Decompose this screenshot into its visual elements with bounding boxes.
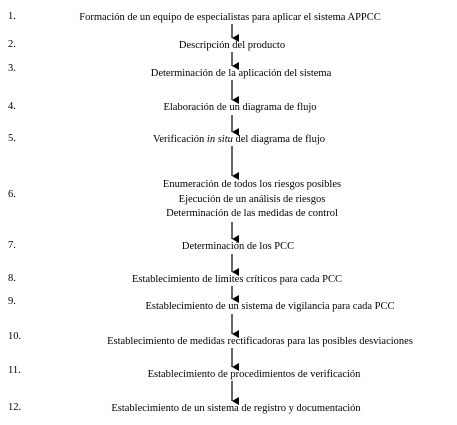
step-6-line-1: Enumeración de todos los riesgos posibles <box>162 179 342 190</box>
step-5-line-1: Verificación <box>152 134 207 145</box>
step-5-line-2: in situ <box>206 134 233 145</box>
step-8-line-1: Establecimiento de límites críticos para cada PCC <box>132 274 342 285</box>
step-number-1: 1. <box>8 11 16 22</box>
step-number-12: 12. <box>8 402 22 413</box>
step-1-line-1: Formación de un equipo de especialistas para aplicar el sistema APPCC <box>79 12 381 23</box>
step-5-line-3: del diagrama de flujo <box>232 134 326 145</box>
step-3-line-1: Determinación de la aplicación del sistema <box>150 68 332 79</box>
step-4-line-1: Elaboración de un diagrama de flujo <box>163 102 317 113</box>
step-number-10: 10. <box>8 331 22 342</box>
step-number-7: 7. <box>8 240 16 251</box>
step-11-line-1: Establecimiento de procedimientos de verificación <box>147 369 361 380</box>
step-number-8: 8. <box>8 273 16 284</box>
step-number-2: 2. <box>8 39 16 50</box>
step-number-11: 11. <box>8 365 21 376</box>
step-number-9: 9. <box>8 296 16 307</box>
step-number-6: 6. <box>8 189 16 200</box>
step-2-line-1: Descripción del producto <box>178 40 286 51</box>
step-number-5: 5. <box>8 133 16 144</box>
step-10-line-1: Establecimiento de medidas rectificadoras para las posibles desviaciones <box>107 336 413 347</box>
step-number-3: 3. <box>8 63 16 74</box>
step-9-line-1: Establecimiento de un sistema de vigilancia para cada PCC <box>145 301 395 312</box>
step-6-line-3: Determinación de las medidas de control <box>166 208 338 219</box>
step-number-4: 4. <box>8 101 16 112</box>
step-12-line-1: Establecimiento de un sistema de registro y documentación <box>111 403 361 414</box>
step-7-line-1: Determinación de los PCC <box>181 241 295 252</box>
step-6-line-2: Ejecución de un análisis de riesgos <box>178 193 326 205</box>
